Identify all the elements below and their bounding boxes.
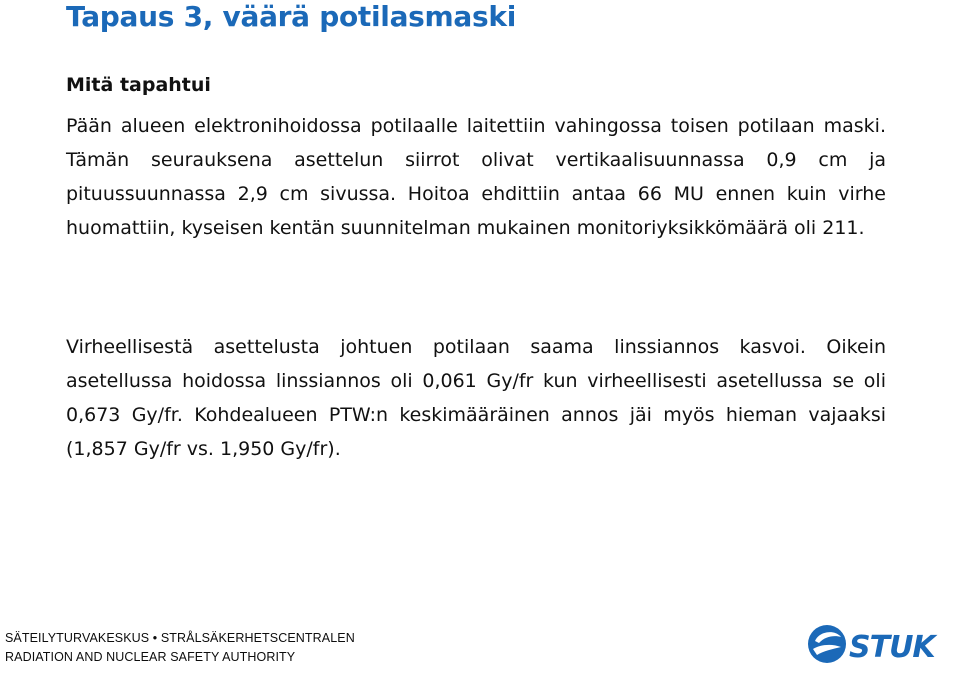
footer-authority-name: RADIATION AND NUCLEAR SAFETY AUTHORITY [5,650,296,664]
footer-organization-names: SÄTEILYTURVAKESKUS • STRÅLSÄKERHETSCENTRALEN [5,631,355,645]
paragraph-consequences: Virheellisestä asettelusta johtuen potilaan saama linssiannos kasvoi. Oikein asetellussa hoidossa linssiannos oli 0,061 Gy/fr kun virheellisesti asetellussa se oli 0,673 Gy/fr. Kohdealueen PTW:n keskimääräinen annos jäi myös hieman vajaaksi (1,857 Gy/fr vs. 1,950 Gy/fr). [66,336,886,460]
stuk-logo-icon [805,619,940,669]
stuk-emblem-icon [808,625,846,663]
section-heading: Mitä tapahtui [66,74,211,96]
slide-title: Tapaus 3, väärä potilasmaski [66,0,517,33]
stuk-logo-text: STUK [849,630,935,665]
paragraph-incident: Pään alueen elektronihoidossa potilaalle laitettiin vahingossa toisen potilaan maski. Tämän seurauksena asettelun siirrot olivat vertikaalisuunnassa 0,9 cm ja pituussuunnassa 2,9 cm sivussa. Hoitoa ehdittiin antaa 66 MU ennen kuin virhe huomattiin, kyseisen kentän suunnitelman mukainen monitoriyksikkömäärä oli 211. [66,115,886,239]
